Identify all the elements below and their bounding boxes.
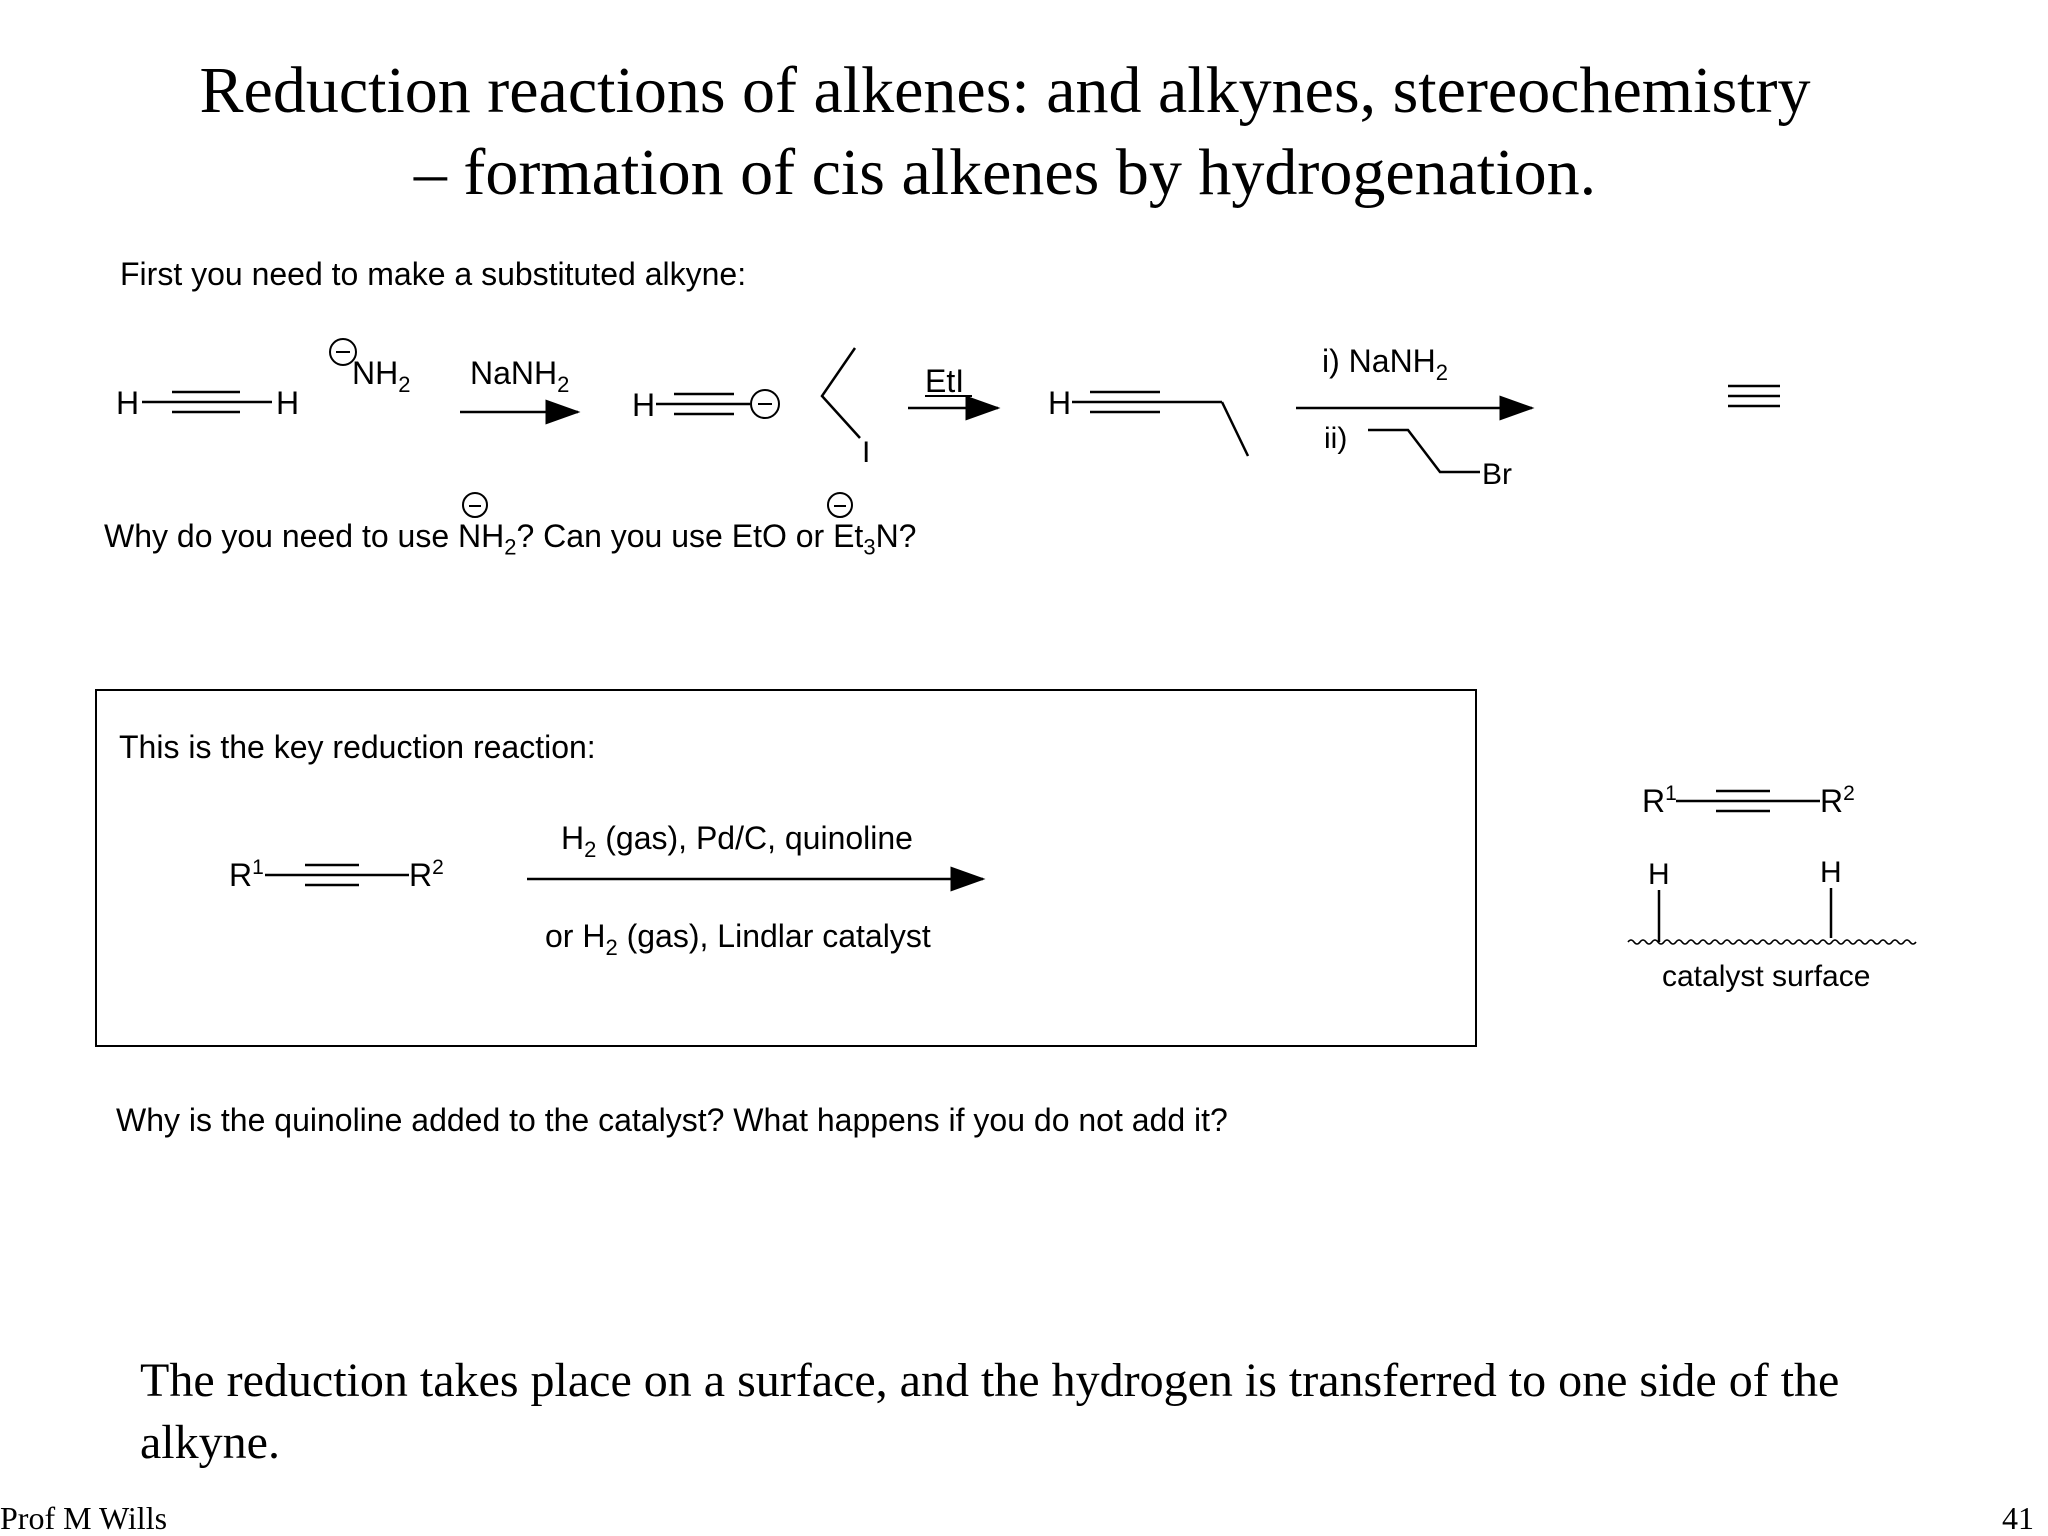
- scheme-svg: [100, 320, 1820, 520]
- acetylide-h: H: [632, 387, 656, 423]
- box-heading: This is the key reduction reaction:: [119, 729, 596, 765]
- amide-label: $NH_2$: [352, 355, 411, 397]
- bromide-atom: Br: [1482, 458, 1512, 491]
- condition-2: or $H_2$ (gas), Lindlar catalyst: [545, 918, 931, 960]
- arrow3-reagent-ii: ii): [1324, 422, 1348, 455]
- ethyne-h-right: H: [276, 385, 300, 421]
- question-2: Why is the quinoline added to the catalyst? What happens if you do not add it?: [116, 1102, 1228, 1138]
- alkyne-synthesis-scheme: [100, 320, 1820, 520]
- surface-triple-bond: [1676, 791, 1820, 811]
- acetylide-charge-icon: [751, 390, 779, 418]
- nh2-charge-icon: [462, 492, 488, 518]
- surface-h-right: H: [1820, 856, 1842, 889]
- key-reaction-svg: [97, 691, 1477, 1047]
- footer-page-number: 41: [2002, 1500, 2034, 1536]
- arrow2-reagent: EtI: [925, 363, 965, 399]
- intro-text: First you need to make a substituted alkyne:: [120, 256, 747, 292]
- title-line-2: – formation of cis alkenes by hydrogenation.: [413, 136, 1597, 209]
- acetylide-triple-bond: [656, 394, 750, 414]
- arrow1-reagent: NaNH$_2$: [470, 355, 570, 397]
- reactant-triple-bond: [265, 865, 409, 885]
- final-product-triple-bond: [1728, 386, 1780, 406]
- bromide-skeleton: [1368, 430, 1480, 472]
- surface-h-left: H: [1648, 858, 1670, 891]
- ethyne-triple-bond: [142, 392, 272, 412]
- catalyst-surface-line: [1628, 940, 1916, 944]
- ethyne-h-left: H: [116, 385, 140, 421]
- question-1: Why do you need to use $NH_2$? Can you use EtO or $Et_3N$?: [104, 518, 917, 560]
- product-ethyl-bond: [1222, 402, 1248, 456]
- surface-r2: $R^2$: [1820, 782, 1855, 819]
- condition-1: $H_2$ (gas), Pd/C, quinoline: [561, 820, 913, 862]
- surface-label: catalyst surface: [1662, 960, 1871, 993]
- product-triple-bond: [1072, 392, 1222, 412]
- catalyst-surface-diagram: [1620, 770, 1940, 1010]
- ethyl-iodide-skeleton: [822, 348, 860, 438]
- closing-statement: The reduction takes place on a surface, and the hydrogen is transferred to one side of the alkyne.: [140, 1354, 1840, 1469]
- reactant-r1: $R^1$: [229, 856, 264, 893]
- ethoxide-charge-icon: [827, 492, 853, 518]
- title-line-1: Reduction reactions of alkenes: and alkynes, stereochemistry: [199, 54, 1811, 127]
- key-reaction-box: [95, 689, 1477, 1047]
- surface-svg: [1620, 770, 1940, 1010]
- footer-author: Prof M Wills: [0, 1500, 168, 1536]
- surface-r1: $R^1$: [1642, 782, 1677, 819]
- reactant-r2: $R^2$: [409, 856, 444, 893]
- iodide-atom: I: [862, 436, 871, 469]
- question1-nh: NH: [458, 518, 505, 554]
- product-h: H: [1048, 385, 1072, 421]
- arrow3-reagent-i: i) NaNH$_2$: [1322, 343, 1449, 385]
- slide-title: [0, 50, 2010, 214]
